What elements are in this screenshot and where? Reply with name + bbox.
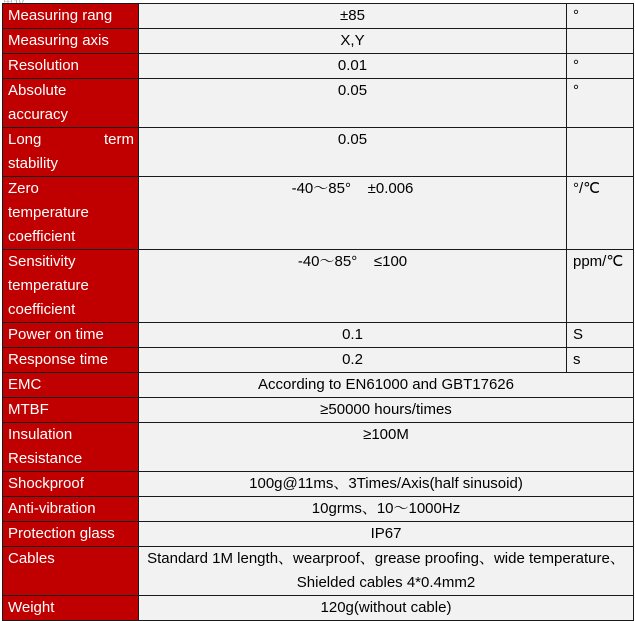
row-unit: s: [567, 348, 634, 373]
table-row: [3, 398, 634, 423]
spec-table: [2, 3, 634, 621]
row-label: Sensitivity temperature coefficient: [3, 250, 139, 323]
row-value: IP67: [139, 522, 634, 547]
row-unit: [567, 29, 634, 54]
table-row: [3, 472, 634, 497]
row-label: Response time: [3, 348, 139, 373]
table-row: [3, 373, 634, 398]
table-row: [3, 323, 634, 348]
row-unit: °: [567, 4, 634, 29]
row-label: Power on time: [3, 323, 139, 348]
row-label: Zero temperature coefficient: [3, 177, 139, 250]
row-value: -40～85° ≤100: [139, 250, 567, 323]
row-label: Insulation Resistance: [3, 423, 139, 472]
row-value: 0.2: [139, 348, 567, 373]
row-label: EMC: [3, 373, 139, 398]
row-label: Measuring rang: [3, 4, 139, 29]
row-label: Resolution: [3, 54, 139, 79]
row-value: 0.05: [139, 79, 567, 128]
row-value: According to EN61000 and GBT17626: [139, 373, 634, 398]
row-value: ≥50000 hours/times: [139, 398, 634, 423]
table-row: [3, 29, 634, 54]
row-label: Anti-vibration: [3, 497, 139, 522]
row-value: 0.01: [139, 54, 567, 79]
row-value: 0.05: [139, 128, 567, 177]
table-row: [3, 423, 634, 472]
row-label: Absolute accuracy: [3, 79, 139, 128]
table-row: [3, 596, 634, 621]
row-unit: ppm/℃: [567, 250, 634, 323]
row-label: Cables: [3, 547, 139, 596]
table-row: [3, 177, 634, 250]
table-row: [3, 348, 634, 373]
row-value: 0.1: [139, 323, 567, 348]
table-row: [3, 128, 634, 177]
row-label: MTBF: [3, 398, 139, 423]
table-row: [3, 547, 634, 596]
table-row: [3, 497, 634, 522]
row-value: -40～85° ±0.006: [139, 177, 567, 250]
table-row: [3, 522, 634, 547]
row-value: Standard 1M length、wearproof、grease proofing、wide temperature、 Shielded cables 4*0.4mm2: [139, 547, 634, 596]
row-unit: °: [567, 79, 634, 128]
table-row: [3, 79, 634, 128]
row-label: Weight: [3, 596, 139, 621]
row-value: ±85: [139, 4, 567, 29]
table-row: [3, 4, 634, 29]
row-value: 120g(without cable): [139, 596, 634, 621]
row-value: 100g@11ms、3Times/Axis(half sinusoid): [139, 472, 634, 497]
row-label: Long term stability: [3, 128, 139, 177]
row-unit: S: [567, 323, 634, 348]
row-unit: °: [567, 54, 634, 79]
row-value: 10grms、10～1000Hz: [139, 497, 634, 522]
table-row: [3, 54, 634, 79]
row-label: Shockproof: [3, 472, 139, 497]
row-value: ≥100M: [139, 423, 634, 472]
row-label: Protection glass: [3, 522, 139, 547]
row-value: X,Y: [139, 29, 567, 54]
row-unit: [567, 128, 634, 177]
row-unit: °/℃: [567, 177, 634, 250]
row-label: Measuring axis: [3, 29, 139, 54]
table-row: [3, 250, 634, 323]
